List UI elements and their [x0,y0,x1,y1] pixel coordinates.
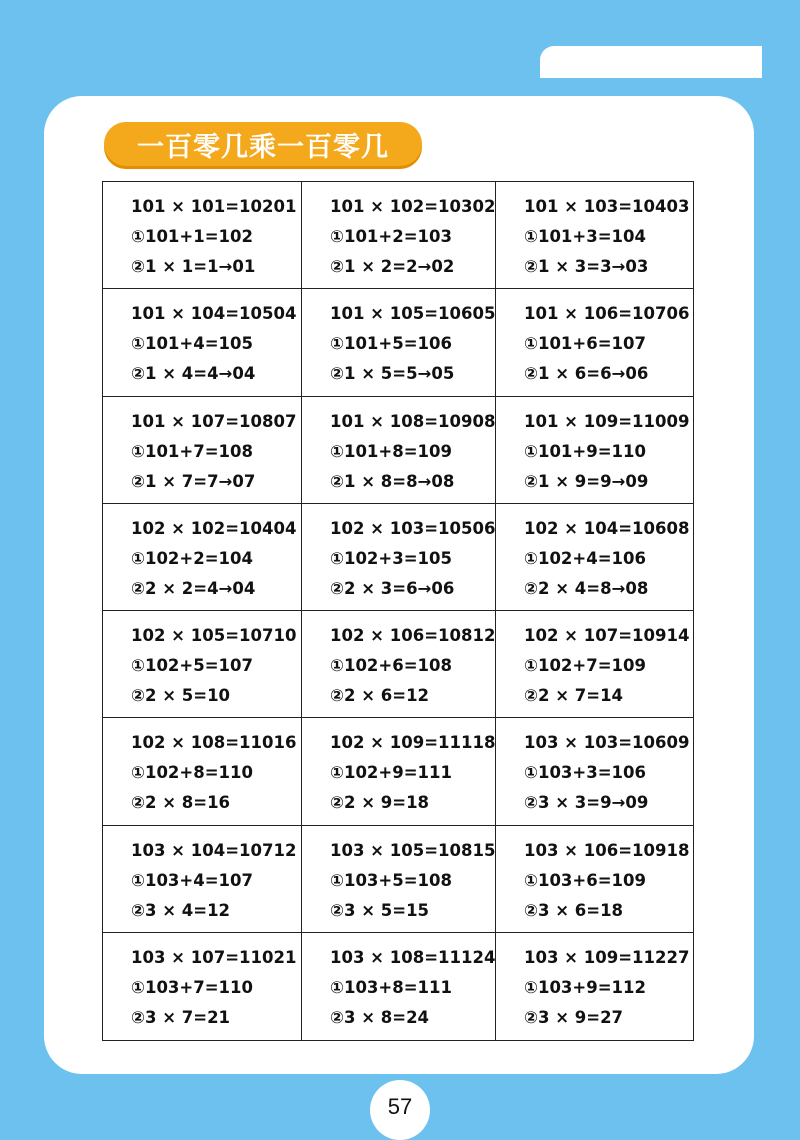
table-cell [103,611,302,718]
step-two-line: ②3 × 9=27 [524,1007,624,1027]
equation-line: 101 × 106=10706 [524,304,690,324]
step-two-line: ②2 × 7=14 [524,686,624,705]
step-one-line: ①101+4=105 [131,334,253,354]
step-two-line: ②1 × 6=6→06 [524,364,649,384]
step-one-line: ①103+5=108 [330,870,452,890]
equation-line: 102 × 102=10404 [131,518,297,538]
table-cell [302,826,496,933]
step-two-line: ②3 × 5=15 [330,900,430,920]
table-cell [103,826,302,933]
step-two-line: ②2 × 2=4→04 [131,578,256,598]
equation-line: 101 × 105=10605 [330,304,496,324]
table-cell [103,933,302,1040]
table-cell [302,933,496,1040]
table-cell [496,397,693,504]
table-cell [302,718,496,825]
step-one-line: ①101+9=110 [524,441,646,461]
table-cell [496,933,693,1040]
table-cell [302,504,496,611]
step-one-line: ①103+3=106 [524,763,646,783]
step-two-line: ②2 × 8=16 [131,793,231,813]
equation-line: 103 × 105=10815 [330,840,496,860]
equation-line: 102 × 105=10710 [131,626,297,645]
step-one-line: ①101+3=104 [524,227,646,246]
step-one-line: ①101+8=109 [330,441,452,461]
equation-line: 102 × 106=10812 [330,626,496,645]
table-cell [302,397,496,504]
equation-line: 101 × 103=10403 [524,197,690,216]
step-two-line: ②1 × 4=4→04 [131,364,256,384]
step-one-line: ①101+2=103 [330,227,452,246]
equation-line: 101 × 108=10908 [330,411,496,431]
step-one-line: ①102+5=107 [131,656,253,675]
multiplication-table [102,181,694,1041]
table-cell [302,611,496,718]
page-title: 一百零几乘一百零几 [104,122,422,166]
step-one-line: ①101+1=102 [131,227,253,246]
step-one-line: ①101+7=108 [131,441,253,461]
step-two-line: ②3 × 8=24 [330,1007,430,1027]
equation-line: 101 × 107=10807 [131,411,297,431]
step-two-line: ②3 × 4=12 [131,900,231,920]
equation-line: 101 × 101=10201 [131,197,297,216]
step-one-line: ①102+6=108 [330,656,452,675]
step-two-line: ②1 × 3=3→03 [524,257,649,276]
table-cell [496,718,693,825]
step-two-line: ②2 × 6=12 [330,686,430,705]
step-two-line: ②2 × 5=10 [131,686,231,705]
step-one-line: ①102+3=105 [330,548,452,568]
step-one-line: ①102+2=104 [131,548,253,568]
step-one-line: ①102+9=111 [330,763,452,783]
step-one-line: ①103+7=110 [131,977,253,997]
step-two-line: ②2 × 9=18 [330,793,430,813]
step-two-line: ②2 × 4=8→08 [524,578,649,598]
step-one-line: ①101+6=107 [524,334,646,354]
step-one-line: ①102+8=110 [131,763,253,783]
equation-line: 103 × 109=11227 [524,947,690,967]
equation-line: 102 × 108=11016 [131,733,297,753]
table-cell [496,182,693,289]
table-cell [496,289,693,396]
table-cell [302,289,496,396]
equation-line: 102 × 109=11118 [330,733,496,753]
step-two-line: ②1 × 7=7→07 [131,471,256,491]
step-one-line: ①103+4=107 [131,870,253,890]
step-two-line: ②1 × 5=5→05 [330,364,455,384]
step-one-line: ①102+7=109 [524,656,646,675]
page-number: 57 [370,1080,430,1140]
equation-line: 103 × 106=10918 [524,840,690,860]
table-cell [103,289,302,396]
header-tab [540,46,762,78]
step-two-line: ②1 × 8=8→08 [330,471,455,491]
equation-line: 101 × 109=11009 [524,411,690,431]
equation-line: 102 × 107=10914 [524,626,690,645]
step-two-line: ②1 × 9=9→09 [524,471,649,491]
step-two-line: ②2 × 3=6→06 [330,578,455,598]
step-two-line: ②1 × 2=2→02 [330,257,455,276]
equation-line: 102 × 104=10608 [524,518,690,538]
step-one-line: ①103+9=112 [524,977,646,997]
step-one-line: ①103+8=111 [330,977,452,997]
table-cell [496,826,693,933]
step-one-line: ①103+6=109 [524,870,646,890]
table-cell [103,182,302,289]
step-one-line: ①102+4=106 [524,548,646,568]
table-cell [103,504,302,611]
equation-line: 103 × 108=11124 [330,947,496,967]
equation-line: 103 × 103=10609 [524,733,690,753]
table-cell [103,397,302,504]
equation-line: 103 × 107=11021 [131,947,297,967]
table-cell [496,611,693,718]
step-two-line: ②3 × 6=18 [524,900,624,920]
table-cell [302,182,496,289]
step-two-line: ②3 × 7=21 [131,1007,231,1027]
table-cell [103,718,302,825]
equation-line: 101 × 104=10504 [131,304,297,324]
step-two-line: ②1 × 1=1→01 [131,257,256,276]
step-two-line: ②3 × 3=9→09 [524,793,649,813]
step-one-line: ①101+5=106 [330,334,452,354]
table-cell [496,504,693,611]
equation-line: 102 × 103=10506 [330,518,496,538]
equation-line: 103 × 104=10712 [131,840,297,860]
equation-line: 101 × 102=10302 [330,197,496,216]
